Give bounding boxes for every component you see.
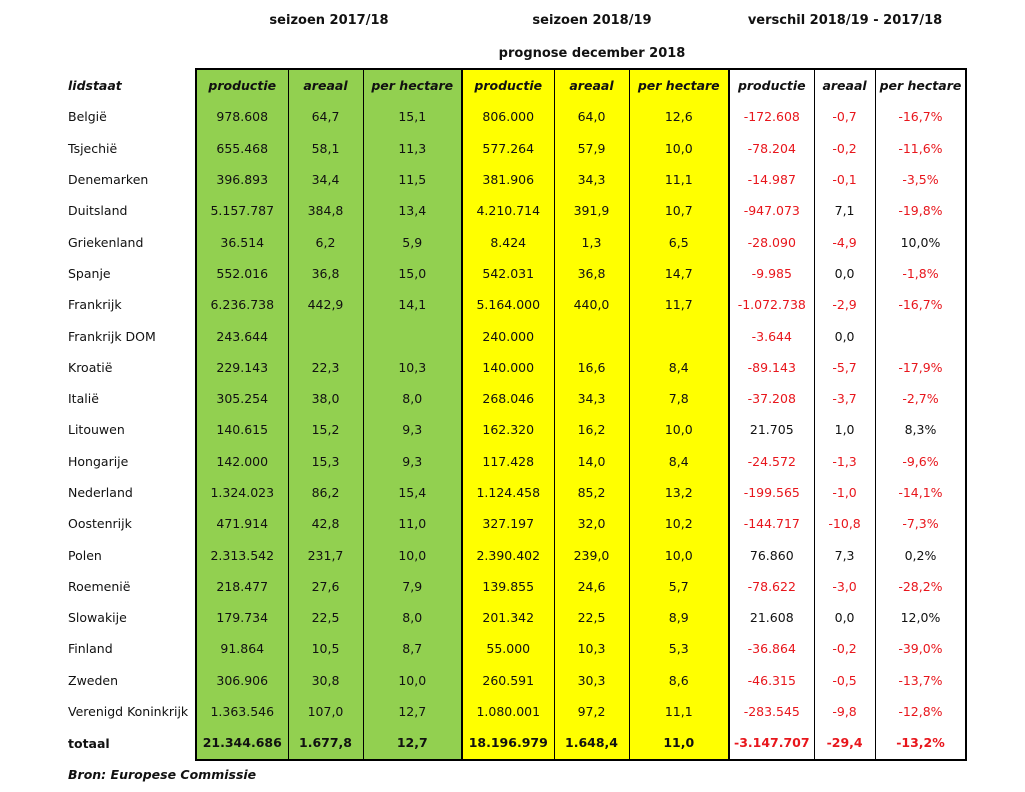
cell-yield-2018-19: 13,2 (629, 477, 729, 508)
cell-yield-2018-19: 7,8 (629, 383, 729, 414)
cell-production-2018-19: 140.000 (462, 352, 554, 383)
cell-yield-2018-19: 11,1 (629, 696, 729, 727)
cell-yield-2018-19: 8,4 (629, 352, 729, 383)
cell-area-2017-18: 34,4 (288, 164, 363, 195)
cell-production-2017-18: 243.644 (196, 320, 288, 351)
cell-area-diff: -29,4 (814, 727, 875, 759)
cell-production-diff: -28.090 (729, 226, 814, 257)
cell-production-2017-18: 229.143 (196, 352, 288, 383)
cell-area-diff: -0,7 (814, 101, 875, 132)
cell-production-2018-19: 1.124.458 (462, 477, 554, 508)
cell-area-diff: -1,0 (814, 477, 875, 508)
cell-area-diff: 7,1 (814, 195, 875, 226)
cell-yield-2017-18: 7,9 (363, 571, 462, 602)
cell-production-2018-19: 1.080.001 (462, 696, 554, 727)
cell-production-2018-19: 240.000 (462, 320, 554, 351)
cell-member-state: Italië (68, 391, 99, 407)
column-header-yield-2018-19: per hectare (629, 69, 729, 101)
cell-member-state: België (68, 109, 107, 125)
cell-yield-2017-18 (363, 320, 462, 351)
cell-area-2018-19: 30,3 (554, 665, 629, 696)
cell-production-2017-18: 655.468 (196, 133, 288, 164)
cell-production-diff: 21.608 (729, 602, 814, 633)
cell-production-2017-18: 140.615 (196, 414, 288, 445)
cell-member-state: Zweden (68, 672, 119, 688)
cell-area-diff: -0,2 (814, 633, 875, 664)
cell-area-2017-18: 22,5 (288, 602, 363, 633)
cell-production-diff: 21.705 (729, 414, 814, 445)
cell-member-state: Nederland (68, 485, 133, 500)
cell-yield-diff: -13,7% (875, 665, 966, 696)
cell-yield-diff: 10,0% (875, 226, 966, 257)
table-row (62, 289, 966, 320)
cell-production-2018-19: 2.390.402 (462, 539, 554, 570)
column-header-production-2017-18: productie (196, 69, 288, 101)
cell-area-2018-19: 440,0 (554, 289, 629, 320)
cell-production-diff: -14.987 (729, 164, 814, 195)
cell-yield-2018-19: 11,7 (629, 289, 729, 320)
cell-production-2018-19: 162.320 (462, 414, 554, 445)
table-row (62, 539, 966, 570)
cell-production-2018-19: 8.424 (462, 226, 554, 257)
cell-yield-diff: -3,5% (875, 164, 966, 195)
cell-member-state: Frankrijk DOM (68, 328, 156, 344)
cell-yield-2017-18: 11,3 (363, 133, 462, 164)
cell-area-2017-18: 15,2 (288, 414, 363, 445)
cell-production-diff: -172.608 (729, 101, 814, 132)
cell-member-state: Denemarken (68, 172, 149, 188)
table-row (62, 352, 966, 383)
cell-production-2017-18: 179.734 (196, 602, 288, 633)
cell-yield-2018-19: 10,0 (629, 539, 729, 570)
cell-yield-2018-19: 11,0 (629, 727, 729, 759)
cell-member-state: Griekenland (68, 234, 144, 250)
column-header-area-2018-19: areaal (554, 69, 629, 101)
cell-yield-2018-19: 12,6 (629, 101, 729, 132)
cell-area-2018-19: 1,3 (554, 226, 629, 257)
cell-production-2017-18: 552.016 (196, 258, 288, 289)
cell-area-2017-18: 107,0 (288, 696, 363, 727)
production-table (62, 68, 967, 761)
cell-yield-2017-18: 10,0 (363, 665, 462, 696)
table-row (62, 571, 966, 602)
cell-area-2018-19: 22,5 (554, 602, 629, 633)
table-row (62, 508, 966, 539)
cell-area-2018-19: 24,6 (554, 571, 629, 602)
cell-yield-2017-18: 10,3 (363, 352, 462, 383)
cell-yield-2018-19: 8,4 (629, 446, 729, 477)
cell-yield-diff: -1,8% (875, 258, 966, 289)
cell-yield-2018-19: 10,0 (629, 133, 729, 164)
cell-area-diff: -10,8 (814, 508, 875, 539)
cell-production-diff: -89.143 (729, 352, 814, 383)
cell-area-2018-19: 34,3 (554, 383, 629, 414)
cell-area-2018-19: 57,9 (554, 133, 629, 164)
cell-area-2018-19: 239,0 (554, 539, 629, 570)
cell-area-2017-18: 384,8 (288, 195, 363, 226)
cell-area-2018-19: 14,0 (554, 446, 629, 477)
cell-area-2017-18: 442,9 (288, 289, 363, 320)
cell-area-diff: -0,1 (814, 164, 875, 195)
column-header-area-2017-18: areaal (288, 69, 363, 101)
cell-production-diff: -78.204 (729, 133, 814, 164)
forecast-subheader: prognose december 2018 (498, 46, 686, 61)
cell-production-diff: -78.622 (729, 571, 814, 602)
table-row (62, 164, 966, 195)
cell-area-2017-18: 27,6 (288, 571, 363, 602)
cell-production-2018-19: 542.031 (462, 258, 554, 289)
cell-member-state: Oostenrijk (68, 516, 132, 532)
cell-yield-2018-19: 14,7 (629, 258, 729, 289)
cell-area-diff: -2,9 (814, 289, 875, 320)
cell-production-diff: -283.545 (729, 696, 814, 727)
table-row (62, 446, 966, 477)
difference-header: verschil 2018/19 - 2017/18 (747, 13, 943, 28)
cell-yield-2017-18: 5,9 (363, 226, 462, 257)
cell-area-2018-19: 1.648,4 (554, 727, 629, 759)
cell-production-2018-19: 55.000 (462, 633, 554, 664)
cell-production-2018-19: 260.591 (462, 665, 554, 696)
cell-production-diff: -36.864 (729, 633, 814, 664)
cell-area-2017-18: 36,8 (288, 258, 363, 289)
cell-yield-2017-18: 11,0 (363, 508, 462, 539)
table-row (62, 195, 966, 226)
cell-production-diff: -46.315 (729, 665, 814, 696)
cell-yield-2017-18: 9,3 (363, 446, 462, 477)
cell-member-state: Kroatië (68, 359, 113, 375)
column-header-yield-2017-18: per hectare (363, 69, 462, 101)
cell-yield-diff: -16,7% (875, 101, 966, 132)
cell-area-2017-18: 42,8 (288, 508, 363, 539)
cell-yield-2018-19: 10,7 (629, 195, 729, 226)
cell-yield-diff: -19,8% (875, 195, 966, 226)
cell-production-2018-19: 806.000 (462, 101, 554, 132)
cell-yield-diff: -9,6% (875, 446, 966, 477)
cell-area-diff: -4,9 (814, 226, 875, 257)
cell-yield-2018-19: 8,6 (629, 665, 729, 696)
cell-area-diff: 0,0 (814, 602, 875, 633)
cell-production-2018-19: 139.855 (462, 571, 554, 602)
cell-area-2018-19: 32,0 (554, 508, 629, 539)
cell-production-2017-18: 6.236.738 (196, 289, 288, 320)
cell-yield-2017-18: 12,7 (363, 727, 462, 759)
cell-area-2017-18: 58,1 (288, 133, 363, 164)
cell-production-2018-19: 268.046 (462, 383, 554, 414)
cell-member-state: Frankrijk (68, 297, 122, 313)
cell-yield-diff: -28,2% (875, 571, 966, 602)
cell-member-state: Duitsland (68, 203, 128, 219)
cell-yield-diff: -2,7% (875, 383, 966, 414)
cell-production-diff: -1.072.738 (729, 289, 814, 320)
cell-production-2018-19: 327.197 (462, 508, 554, 539)
cell-member-state: Hongarije (68, 453, 129, 469)
cell-yield-2017-18: 12,7 (363, 696, 462, 727)
cell-area-2017-18: 6,2 (288, 226, 363, 257)
cell-production-diff: -24.572 (729, 446, 814, 477)
table-row (62, 665, 966, 696)
cell-production-diff: -3.644 (729, 320, 814, 351)
cell-yield-2017-18: 14,1 (363, 289, 462, 320)
table-row (62, 320, 966, 351)
cell-yield-diff: 0,2% (875, 539, 966, 570)
cell-production-2018-19: 201.342 (462, 602, 554, 633)
cell-area-2017-18: 38,0 (288, 383, 363, 414)
cell-yield-diff: 8,3% (875, 414, 966, 445)
cell-area-diff: 0,0 (814, 320, 875, 351)
cell-production-diff: -199.565 (729, 477, 814, 508)
column-header-production-diff: productie (729, 69, 814, 101)
cell-area-2017-18 (288, 320, 363, 351)
table-row (62, 383, 966, 414)
cell-member-state: totaal (68, 735, 110, 751)
cell-production-diff: -3.147.707 (729, 727, 814, 759)
cell-member-state: Verenigd Koninkrijk (68, 704, 189, 720)
table-row (62, 133, 966, 164)
cell-production-2018-19: 577.264 (462, 133, 554, 164)
cell-production-2017-18: 1.324.023 (196, 477, 288, 508)
cell-member-state: Finland (68, 641, 113, 657)
cell-production-2017-18: 5.157.787 (196, 195, 288, 226)
cell-area-2017-18: 1.677,8 (288, 727, 363, 759)
cell-area-diff: 7,3 (814, 539, 875, 570)
column-header-area-diff: areaal (814, 69, 875, 101)
cell-production-2017-18: 305.254 (196, 383, 288, 414)
table-row (62, 226, 966, 257)
cell-production-2017-18: 978.608 (196, 101, 288, 132)
cell-area-2018-19: 391,9 (554, 195, 629, 226)
cell-yield-2018-19: 10,0 (629, 414, 729, 445)
table-row (62, 633, 966, 664)
table-row (62, 101, 966, 132)
cell-production-2018-19: 381.906 (462, 164, 554, 195)
cell-member-state: Spanje (68, 265, 111, 281)
source-note: Bron: Europese Commissie (68, 767, 257, 782)
cell-yield-2017-18: 13,4 (363, 195, 462, 226)
cell-area-diff: 0,0 (814, 258, 875, 289)
cell-area-2018-19: 36,8 (554, 258, 629, 289)
cell-area-2017-18: 15,3 (288, 446, 363, 477)
cell-production-diff: -144.717 (729, 508, 814, 539)
cell-yield-diff: -17,9% (875, 352, 966, 383)
cell-yield-2018-19 (629, 320, 729, 351)
cell-yield-diff: -14,1% (875, 477, 966, 508)
cell-area-diff: -5,7 (814, 352, 875, 383)
cell-production-2017-18: 471.914 (196, 508, 288, 539)
cell-area-2018-19: 97,2 (554, 696, 629, 727)
cell-production-2017-18: 218.477 (196, 571, 288, 602)
cell-area-2018-19 (554, 320, 629, 351)
cell-area-2018-19: 34,3 (554, 164, 629, 195)
cell-area-diff: -9,8 (814, 696, 875, 727)
cell-area-2018-19: 85,2 (554, 477, 629, 508)
column-header-member-state: lidstaat (68, 77, 122, 93)
column-header-production-2018-19: productie (462, 69, 554, 101)
cell-area-2018-19: 10,3 (554, 633, 629, 664)
cell-yield-2017-18: 15,0 (363, 258, 462, 289)
cell-yield-diff: -11,6% (875, 133, 966, 164)
cell-yield-2017-18: 15,1 (363, 101, 462, 132)
cell-yield-diff: -12,8% (875, 696, 966, 727)
cell-area-2018-19: 16,2 (554, 414, 629, 445)
cell-area-2017-18: 231,7 (288, 539, 363, 570)
cell-yield-2017-18: 15,4 (363, 477, 462, 508)
table-row (62, 602, 966, 633)
cell-yield-diff: -13,2% (875, 727, 966, 759)
cell-yield-2017-18: 8,0 (363, 383, 462, 414)
cell-production-2018-19: 18.196.979 (462, 727, 554, 759)
cell-area-diff: -1,3 (814, 446, 875, 477)
cell-production-2017-18: 1.363.546 (196, 696, 288, 727)
cell-area-2018-19: 64,0 (554, 101, 629, 132)
table-row (62, 414, 966, 445)
cell-area-2018-19: 16,6 (554, 352, 629, 383)
total-row (62, 727, 966, 759)
cell-area-2017-18: 64,7 (288, 101, 363, 132)
cell-yield-2018-19: 6,5 (629, 226, 729, 257)
cell-production-2018-19: 4.210.714 (462, 195, 554, 226)
cell-yield-2017-18: 10,0 (363, 539, 462, 570)
cell-yield-diff: -7,3% (875, 508, 966, 539)
cell-member-state: Tsjechië (68, 140, 118, 156)
table-row (62, 258, 966, 289)
cell-area-2017-18: 30,8 (288, 665, 363, 696)
cell-yield-diff: -39,0% (875, 633, 966, 664)
cell-yield-2018-19: 5,3 (629, 633, 729, 664)
cell-production-2017-18: 142.000 (196, 446, 288, 477)
cell-production-2017-18: 2.313.542 (196, 539, 288, 570)
season-2018-19-header: seizoen 2018/19 (532, 13, 652, 28)
cell-yield-2017-18: 8,7 (363, 633, 462, 664)
cell-yield-diff: -16,7% (875, 289, 966, 320)
cell-yield-2018-19: 8,9 (629, 602, 729, 633)
cell-production-2018-19: 5.164.000 (462, 289, 554, 320)
header-row (62, 69, 966, 101)
cell-production-2017-18: 36.514 (196, 226, 288, 257)
cell-yield-diff (875, 320, 966, 351)
cell-area-diff: -0,5 (814, 665, 875, 696)
cell-member-state: Litouwen (68, 422, 125, 438)
cell-yield-2018-19: 5,7 (629, 571, 729, 602)
cell-member-state: Slowakije (68, 610, 127, 626)
table-row (62, 477, 966, 508)
cell-production-2017-18: 396.893 (196, 164, 288, 195)
cell-yield-2017-18: 8,0 (363, 602, 462, 633)
cell-member-state: Roemenië (68, 578, 131, 594)
cell-production-2017-18: 91.864 (196, 633, 288, 664)
cell-yield-2018-19: 10,2 (629, 508, 729, 539)
cell-production-diff: -9.985 (729, 258, 814, 289)
cell-production-2017-18: 21.344.686 (196, 727, 288, 759)
cell-yield-2018-19: 11,1 (629, 164, 729, 195)
table-row (62, 696, 966, 727)
cell-production-diff: 76.860 (729, 539, 814, 570)
cell-area-diff: -0,2 (814, 133, 875, 164)
cell-member-state: Polen (68, 547, 102, 563)
column-header-yield-diff: per hectare (875, 69, 966, 101)
cell-area-2017-18: 86,2 (288, 477, 363, 508)
cell-production-2018-19: 117.428 (462, 446, 554, 477)
cell-area-2017-18: 22,3 (288, 352, 363, 383)
cell-production-diff: -947.073 (729, 195, 814, 226)
cell-area-diff: -3,7 (814, 383, 875, 414)
cell-area-diff: 1,0 (814, 414, 875, 445)
season-2017-18-header: seizoen 2017/18 (269, 13, 389, 28)
cell-area-2017-18: 10,5 (288, 633, 363, 664)
cell-yield-2017-18: 9,3 (363, 414, 462, 445)
cell-production-2017-18: 306.906 (196, 665, 288, 696)
cell-production-diff: -37.208 (729, 383, 814, 414)
cell-yield-diff: 12,0% (875, 602, 966, 633)
cell-yield-2017-18: 11,5 (363, 164, 462, 195)
cell-area-diff: -3,0 (814, 571, 875, 602)
